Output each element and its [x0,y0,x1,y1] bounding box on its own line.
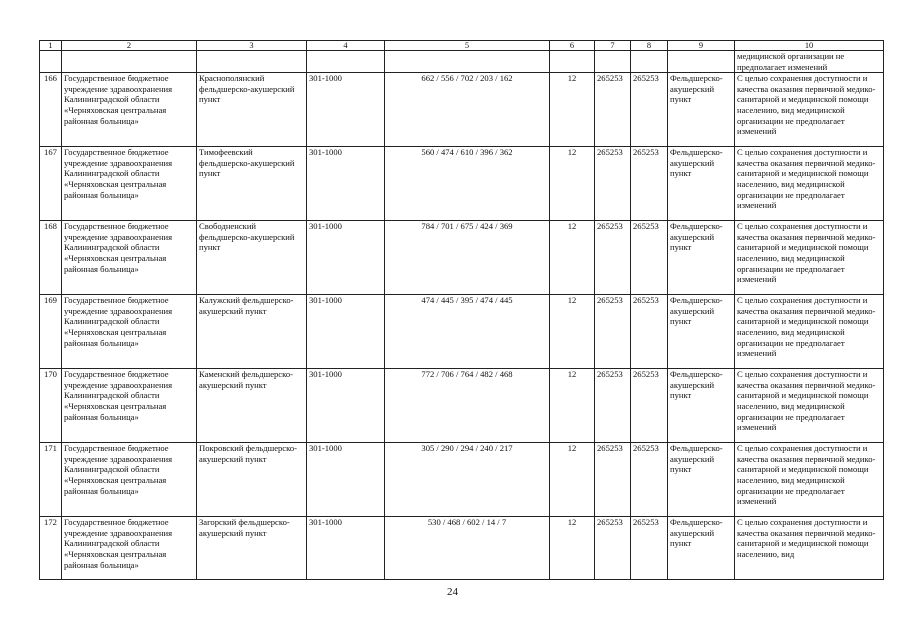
unit-name-cell: Покровский фельдшерско-акушерский пункт [197,443,307,517]
population-cell: 305 / 290 / 294 / 240 / 217 [385,443,550,517]
column-8-cell: 265253 [631,443,668,517]
header-cell: 3 [197,41,307,51]
header-cell: 4 [307,41,385,51]
population-cell: 662 / 556 / 702 / 203 / 162 [385,73,550,147]
table-row [40,295,884,369]
facility-type-cell: Фельдшерско-акушерский пункт [668,517,735,580]
code-cell: 301-1000 [307,369,385,443]
column-7-cell: 265253 [595,221,631,295]
header-cell: 6 [550,41,595,51]
table-header-row [40,41,884,51]
table-row [40,369,884,443]
column-7-cell: 265253 [595,517,631,580]
row-number-cell: 168 [40,221,62,295]
row-number-cell: 169 [40,295,62,369]
note-cell: С целью сохранения доступности и качества оказания первичной медико-санитарной и медицинской помощи населению, вид [735,517,884,580]
organization-cell: Государственное бюджетное учреждение здравоохранения Калининградской области «Черняховская центральная районная больница» [62,369,197,443]
facility-type-cell: Фельдшерско-акушерский пункт [668,443,735,517]
organization-cell: Государственное бюджетное учреждение здравоохранения Калининградской области «Черняховская центральная районная больница» [62,147,197,221]
header-cell: 7 [595,41,631,51]
column-6-cell: 12 [550,295,595,369]
header-cell: 8 [631,41,668,51]
header-cell: 5 [385,41,550,51]
continuation-row [40,51,884,73]
population-cell: 474 / 445 / 395 / 474 / 445 [385,295,550,369]
note-cell: С целью сохранения доступности и качества оказания первичной медико-санитарной и медицинской помощи населению, вид медицинской организации не предполагает изменений [735,443,884,517]
column-6-cell: 12 [550,443,595,517]
code-cell: 301-1000 [307,73,385,147]
population-cell: 530 / 468 / 602 / 14 / 7 [385,517,550,580]
population-cell: 560 / 474 / 610 / 396 / 362 [385,147,550,221]
header-cell: 9 [668,41,735,51]
table-row [40,517,884,580]
organization-cell: Государственное бюджетное учреждение здравоохранения Калининградской области «Черняховская центральная районная больница» [62,73,197,147]
note-cell: С целью сохранения доступности и качества оказания первичной медико-санитарной и медицинской помощи населению, вид медицинской организации не предполагает изменений [735,147,884,221]
facility-type-cell: Фельдшерско-акушерский пункт [668,147,735,221]
facility-type-cell: Фельдшерско-акушерский пункт [668,295,735,369]
unit-name-cell: Калужский фельдшерско-акушерский пункт [197,295,307,369]
table-row [40,443,884,517]
organization-cell: Государственное бюджетное учреждение здравоохранения Калининградской области «Черняховская центральная районная больница» [62,221,197,295]
header-cell: 1 [40,41,62,51]
code-cell: 301-1000 [307,443,385,517]
column-8-cell: 265253 [631,147,668,221]
code-cell: 301-1000 [307,147,385,221]
row-number-cell: 166 [40,73,62,147]
column-7-cell: 265253 [595,147,631,221]
table-cell [385,51,550,73]
note-cell: С целью сохранения доступности и качества оказания первичной медико-санитарной и медицинской помощи населению, вид медицинской организации не предполагает изменений [735,221,884,295]
table-cell [631,51,668,73]
column-8-cell: 265253 [631,221,668,295]
row-number-cell: 167 [40,147,62,221]
column-6-cell: 12 [550,147,595,221]
table-row [40,221,884,295]
note-cell: С целью сохранения доступности и качества оказания первичной медико-санитарной и медицинской помощи населению, вид медицинской организации не предполагает изменений [735,369,884,443]
row-number-cell: 170 [40,369,62,443]
column-8-cell: 265253 [631,73,668,147]
page-number: 24 [447,586,458,598]
column-6-cell: 12 [550,517,595,580]
unit-name-cell: Свободненский фельдшерско-акушерский пункт [197,221,307,295]
code-cell: 301-1000 [307,221,385,295]
unit-name-cell: Каменский фельдшерско-акушерский пункт [197,369,307,443]
code-cell: 301-1000 [307,517,385,580]
column-7-cell: 265253 [595,73,631,147]
header-cell: 10 [735,41,884,51]
unit-name-cell: Загорский фельдшерско-акушерский пункт [197,517,307,580]
column-6-cell: 12 [550,73,595,147]
table-cell [595,51,631,73]
organization-cell: Государственное бюджетное учреждение здравоохранения Калининградской области «Черняховская центральная районная больница» [62,443,197,517]
population-cell: 772 / 706 / 764 / 482 / 468 [385,369,550,443]
row-number-cell: 171 [40,443,62,517]
table-cell [668,51,735,73]
table-cell [197,51,307,73]
table-cell [550,51,595,73]
table-cell: медицинской организации не предполагает изменений [735,51,884,73]
table-cell [307,51,385,73]
column-7-cell: 265253 [595,369,631,443]
unit-name-cell: Тимофеевский фельдшерско-акушерский пункт [197,147,307,221]
population-cell: 784 / 701 / 675 / 424 / 369 [385,221,550,295]
column-8-cell: 265253 [631,517,668,580]
header-cell: 2 [62,41,197,51]
organization-cell: Государственное бюджетное учреждение здравоохранения Калининградской области «Черняховская центральная районная больница» [62,517,197,580]
table-cell [62,51,197,73]
code-cell: 301-1000 [307,295,385,369]
table-row [40,73,884,147]
note-cell: С целью сохранения доступности и качества оказания первичной медико-санитарной и медицинской помощи населению, вид медицинской организации не предполагает изменений [735,295,884,369]
organization-cell: Государственное бюджетное учреждение здравоохранения Калининградской области «Черняховская центральная районная больница» [62,295,197,369]
column-6-cell: 12 [550,221,595,295]
unit-name-cell: Краснополянский фельдшерско-акушерский пункт [197,73,307,147]
column-6-cell: 12 [550,369,595,443]
column-7-cell: 265253 [595,295,631,369]
table-cell [40,51,62,73]
table-row [40,147,884,221]
note-cell: С целью сохранения доступности и качества оказания первичной медико-санитарной и медицинской помощи населению, вид медицинской организации не предполагает изменений [735,73,884,147]
column-7-cell: 265253 [595,443,631,517]
facility-type-cell: Фельдшерско-акушерский пункт [668,221,735,295]
column-8-cell: 265253 [631,295,668,369]
column-8-cell: 265253 [631,369,668,443]
document-table [39,40,884,580]
row-number-cell: 172 [40,517,62,580]
facility-type-cell: Фельдшерско-акушерский пункт [668,73,735,147]
facility-type-cell: Фельдшерско-акушерский пункт [668,369,735,443]
